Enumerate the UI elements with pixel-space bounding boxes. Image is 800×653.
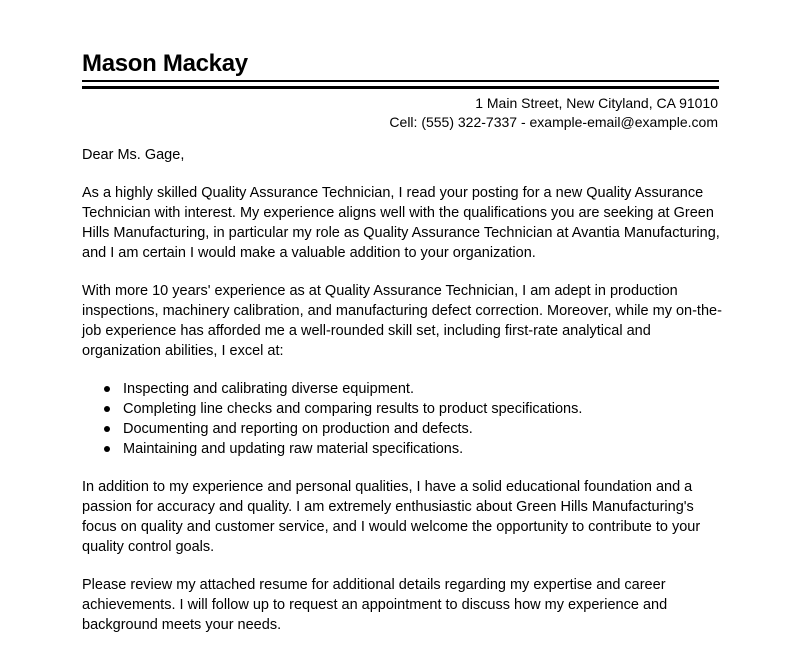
address: 1 Main Street, New Cityland, CA 91010 (475, 95, 718, 111)
list-item: Maintaining and updating raw material specifications. (82, 439, 742, 459)
text-line: organization abilities, I excel at: (82, 343, 284, 359)
text-line: In addition to my experience and personal qualities, I have a solid educational foundation and a (82, 479, 693, 495)
text-line: Hills Manufacturing, in particular my role as Quality Assurance Technician at Avantia Manufacturing, (82, 225, 720, 241)
text-line: background meets your needs. (82, 617, 282, 633)
text-line: Please review my attached resume for additional details regarding my expertise and career (82, 577, 666, 593)
paragraph-4 (82, 575, 742, 635)
header-divider-thin (82, 80, 719, 82)
header-divider-thick (82, 86, 719, 89)
text-line: achievements. I will follow up to request an appointment to discuss how my experience and (82, 597, 668, 613)
list-item: Documenting and reporting on production and defects. (82, 419, 742, 439)
text-line: Technician with interest. My experience aligns well with the qualifications you are seeking at Green (82, 205, 714, 221)
text-line: quality control goals. (82, 539, 215, 555)
text-line: job experience has afforded me a well-rounded skill set, including first-rate analytical and (82, 323, 651, 339)
paragraph-2 (82, 281, 742, 361)
text-line: passion for accuracy and quality. I am extremely enthusiastic about Green Hills Manufacturing's (82, 499, 694, 515)
text-line: inspections, machinery calibration, and manufacturing defect correction. Moreover, while my on-the- (82, 303, 722, 319)
applicant-name: Mason Mackay (82, 50, 248, 77)
salutation: Dear Ms. Gage, (82, 147, 185, 163)
text-line: With more 10 years' experience as at Quality Assurance Technician, I am adept in production (82, 283, 678, 299)
paragraph-1 (82, 183, 742, 263)
text-line: As a highly skilled Quality Assurance Technician, I read your posting for a new Quality Assurance (82, 185, 704, 201)
contact-info: Cell: (555) 322-7337 - example-email@example.com (389, 114, 718, 130)
skills-list (82, 379, 742, 459)
paragraph-3 (82, 477, 742, 557)
text-line: and I am certain I would make a valuable addition to your organization. (82, 245, 536, 261)
text-line: focus on quality and customer service, and I would welcome the opportunity to contribute to your (82, 519, 701, 535)
list-item: Completing line checks and comparing results to product specifications. (82, 399, 742, 419)
list-item: Inspecting and calibrating diverse equipment. (82, 379, 742, 399)
letter-body (82, 145, 742, 653)
